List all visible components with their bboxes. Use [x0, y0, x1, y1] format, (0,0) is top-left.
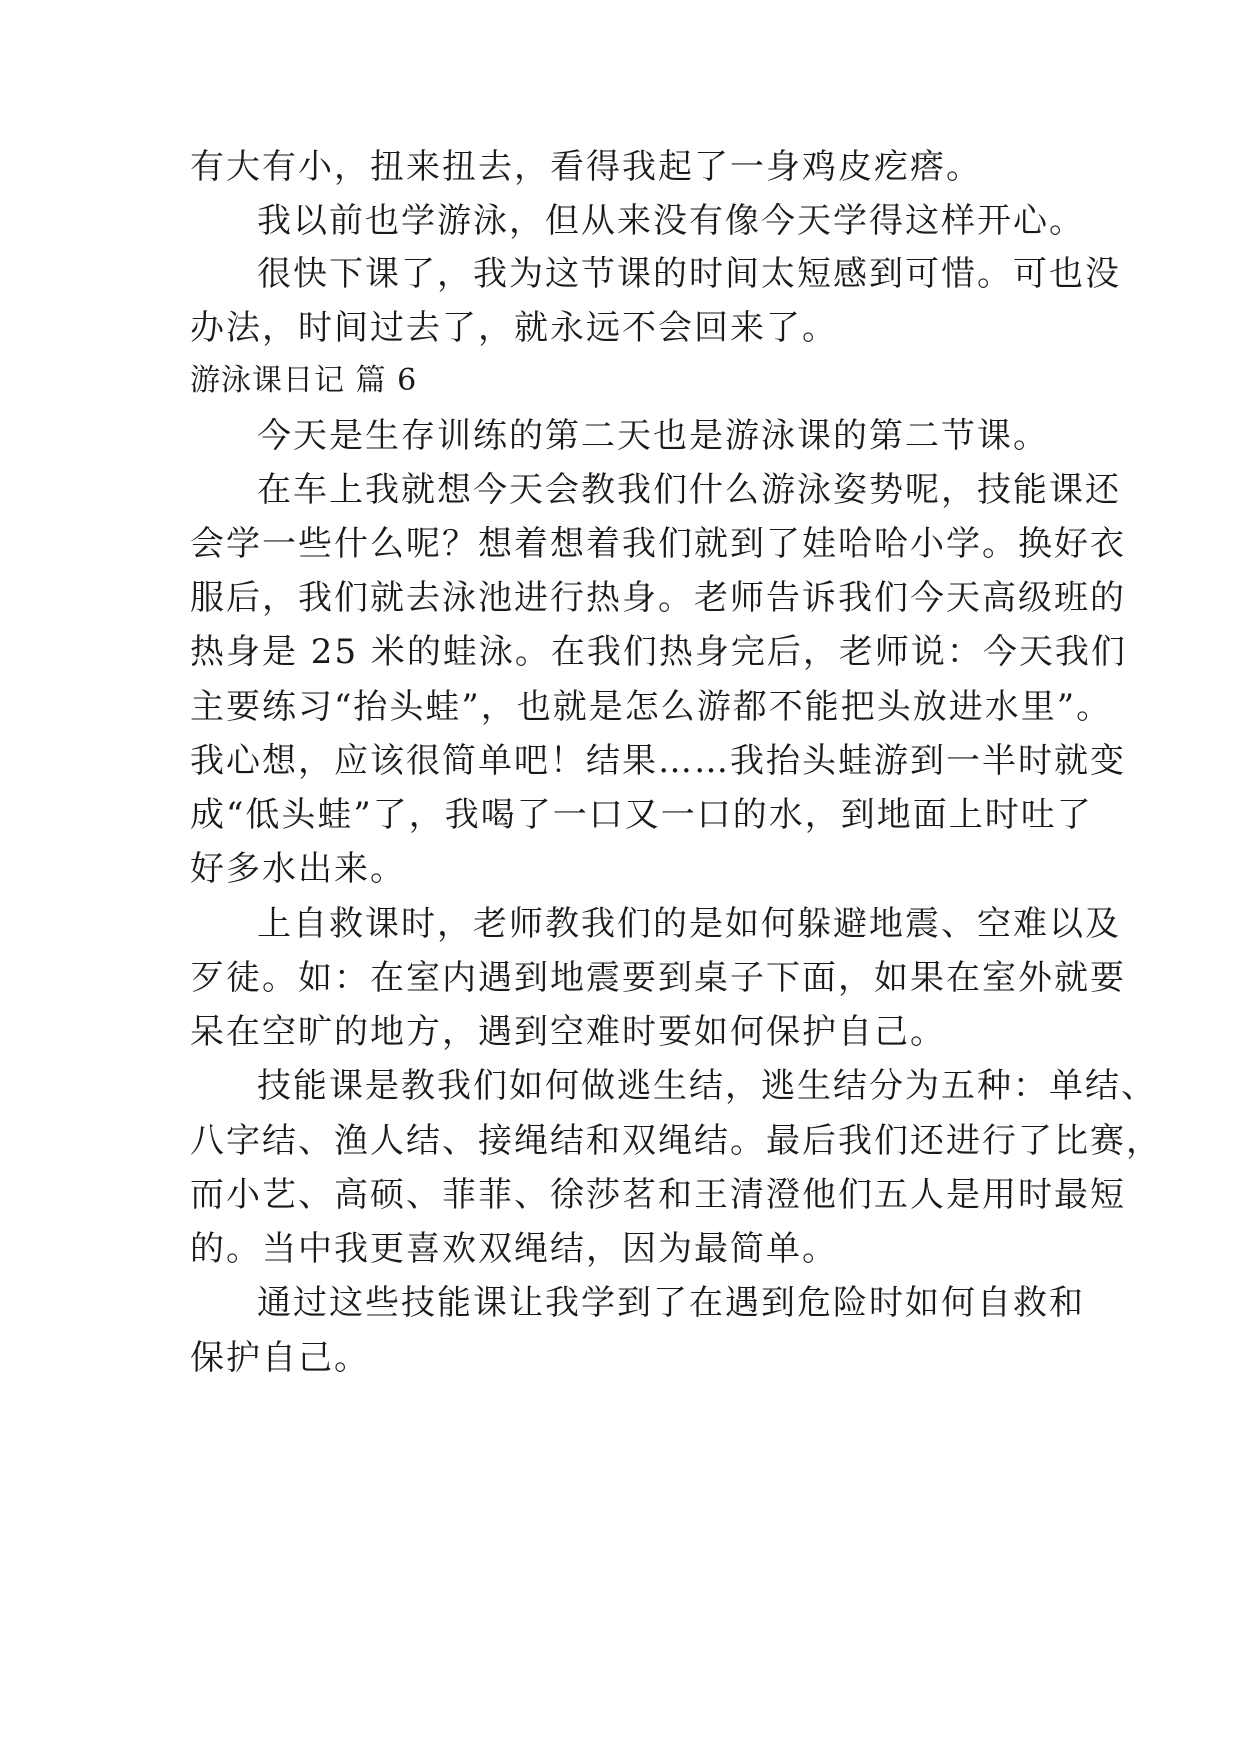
paragraph-line: 上自救课时，老师教我们的是如何躲避地震、空难以及 [257, 904, 1121, 944]
paragraph-line: 八字结、渔人结、接绳结和双绳结。最后我们还进行了比赛， [190, 1121, 1162, 1161]
paragraph-line: 服后，我们就去泳池进行热身。老师告诉我们今天高级班的 [190, 578, 1126, 618]
paragraph-line: 办法，时间过去了，就永远不会回来了。 [190, 308, 838, 348]
paragraph-line: 技能课是教我们如何做逃生结，逃生结分为五种：单结、 [257, 1066, 1157, 1106]
section-heading: 游泳课日记 篇 6 [190, 363, 418, 398]
paragraph-line: 在车上我就想今天会教我们什么游泳姿势呢，技能课还 [257, 470, 1121, 510]
paragraph-line: 我心想，应该很简单吧！结果……我抬头蛙游到一半时就变 [190, 741, 1126, 781]
paragraph-line: 会学一些什么呢？想着想着我们就到了娃哈哈小学。换好衣 [190, 524, 1126, 564]
paragraph-line: 我以前也学游泳，但从来没有像今天学得这样开心。 [257, 201, 1085, 241]
paragraph-line: 好多水出来。 [190, 849, 406, 889]
paragraph-line: 成“低头蛙”了，我喝了一口又一口的水，到地面上时吐了 [190, 795, 1093, 835]
paragraph-line: 歹徒。如：在室内遇到地震要到桌子下面，如果在室外就要 [190, 958, 1126, 998]
paragraph-line: 通过这些技能课让我学到了在遇到危险时如何自救和 [257, 1283, 1085, 1323]
paragraph-line: 保护自己。 [190, 1338, 370, 1378]
paragraph-line: 有大有小，扭来扭去，看得我起了一身鸡皮疙瘩。 [190, 147, 982, 187]
paragraph-line: 很快下课了，我为这节课的时间太短感到可惜。可也没 [257, 254, 1121, 294]
paragraph-line: 今天是生存训练的第二天也是游泳课的第二节课。 [257, 416, 1049, 456]
paragraph-line: 主要练习“抬头蛙”，也就是怎么游都不能把头放进水里”。 [190, 687, 1113, 727]
paragraph-line: 热身是 25 米的蛙泳。在我们热身完后，老师说：今天我们 [190, 632, 1127, 672]
paragraph-line: 呆在空旷的地方，遇到空难时要如何保护自己。 [190, 1012, 946, 1052]
paragraph-line: 的。当中我更喜欢双绳结，因为最简单。 [190, 1229, 838, 1269]
paragraph-line: 而小艺、高硕、菲菲、徐莎茗和王清澄他们五人是用时最短 [190, 1175, 1126, 1215]
